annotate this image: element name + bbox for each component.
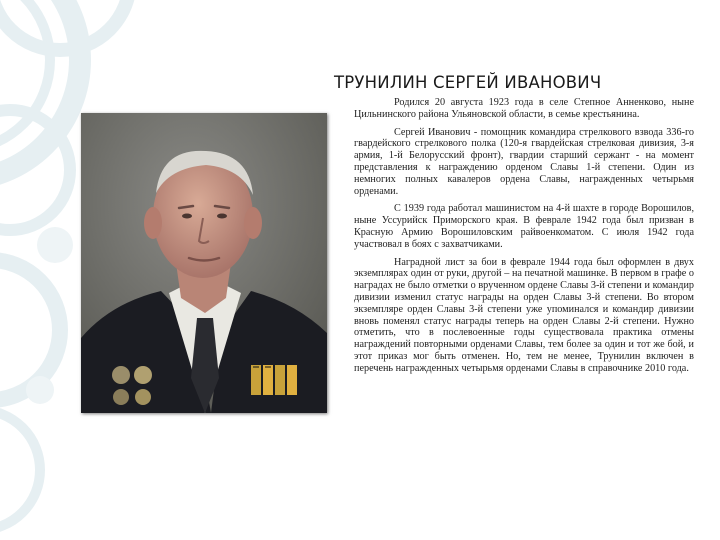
paragraph-service: Сергей Иванович - помощник командира стрелкового взвода 336-го гвардейского стрелкового полка (120-я гвардейская стрелковая дивизия, 3-я армия, 1-й Белорусский фронт), гвардии старший сержант - на момент представления к награждению орденом Славы 1-й степени. Один из немногих полных кавалеров ордена Славы, награжденных четырьмя орденами. [354, 126, 694, 197]
biography-text [354, 97, 694, 381]
paragraph-prewar: С 1939 года работал машинистом на 4-й шахте в городе Ворошилов, ныне Уссурийск Приморского края. В феврале 1942 года был призван в Красную Армию Ворошиловским райвоенкоматом. С июля 1942 года участвовал в боях с захватчиками. [354, 203, 694, 250]
paragraph-birth: Родился 20 августа 1923 года в селе Степное Анненково, ныне Цильнинского района Ульяновской области, в семье крестьянина. [354, 97, 694, 120]
paragraph-award-sheet: Наградной лист за бои в феврале 1944 года был оформлен в двух экземплярах один от руки, другой – на печатной машинке. В первом в графе о наградах не было отметки о врученном ордене Славы 3-й степени и командир дивизии изменил статус награды на орден Славы 3-й степени. Во втором экземпляре орден Славы 3-й степени уже упоминался и командир дивизии вновь поменял статус награды теперь на орден Славы 2-й степени. Нужно отметить, что в послевоенные годы существовала практика отмены награждений повторными орденами Славы, тем более за один и тот же бой, и этот приказ мог быть отменен. Но, тем не менее, Трунилин включен в перечень награжденных четырьмя орденами Славы в справочнике 2010 года. [354, 256, 694, 374]
person-name-heading: ТРУНИЛИН СЕРГЕЙ ИВАНОВИЧ [334, 73, 602, 92]
portrait-photo [81, 113, 327, 413]
